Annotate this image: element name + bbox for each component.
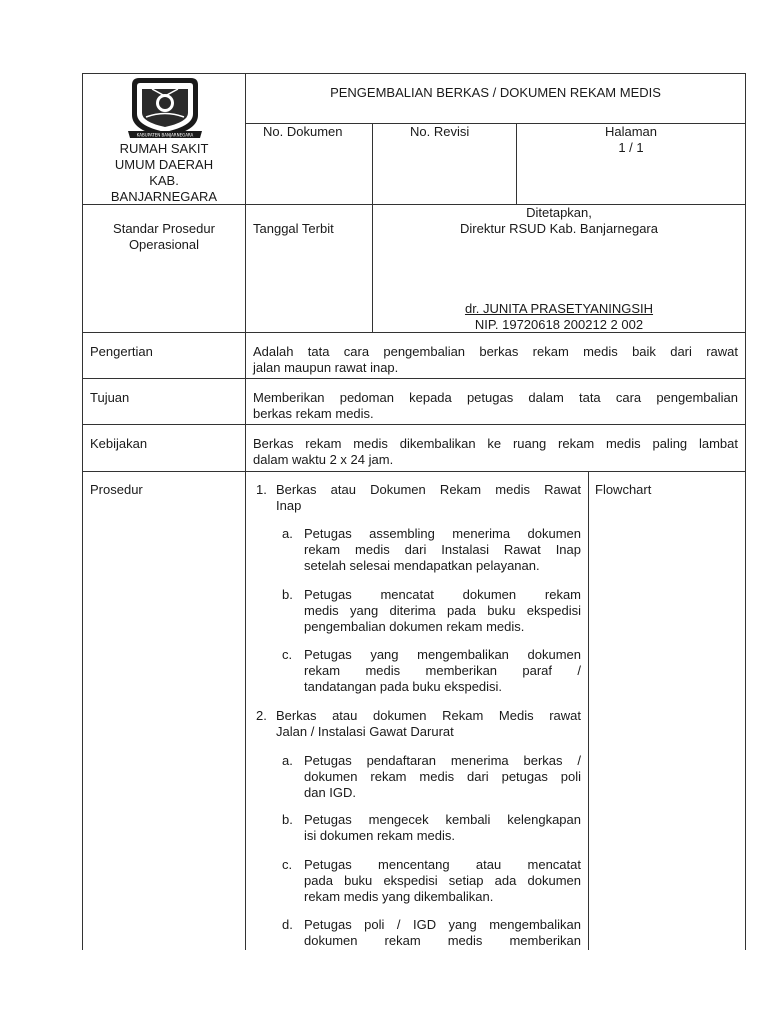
sub-step-line: Petugas pendaftaran menerima berkas /: [304, 753, 581, 768]
document-title: PENGEMBALIAN BERKAS / DOKUMEN REKAM MEDIS: [330, 85, 661, 100]
table-divider: [82, 424, 745, 425]
kebijakan-text-line: Berkas rekam medis dikembalikan ke ruang rekam medis paling lambat: [253, 436, 738, 451]
flowchart-label: Flowchart: [595, 482, 652, 497]
sub-step-line: tandatangan pada buku ekspedisi.: [304, 679, 503, 694]
logo-ribbon-text: KABUPATEN BANJARNEGARA: [136, 132, 194, 138]
kebijakan-text-line: dalam waktu 2 x 24 jam.: [253, 452, 394, 467]
signer-nip: NIP. 19720618 200212 2 002: [474, 317, 644, 332]
tujuan-label: Tujuan: [90, 390, 130, 405]
table-divider: [82, 378, 745, 379]
sop-label-line: Standar Prosedur: [113, 221, 215, 236]
sub-step-line: Petugas assembling menerima dokumen: [304, 526, 581, 541]
direktur-title: Direktur RSUD Kab. Banjarnegara: [460, 221, 658, 236]
hospital-logo-emblem: [126, 75, 204, 141]
table-border-top: [82, 73, 745, 74]
sub-step-line: setelah selesai mendapatkan pelayanan.: [304, 558, 540, 573]
table-border-right: [745, 73, 746, 950]
procedure-number: 2.: [256, 708, 267, 723]
procedure-item-line: Jalan / Instalasi Gawat Darurat: [276, 724, 454, 739]
sub-step-line: dokumen rekam medis memberikan: [304, 933, 581, 948]
sub-step-line: pengembalian dokumen rekam medis.: [304, 619, 525, 634]
sub-step-letter: c.: [282, 647, 293, 662]
tujuan-text-line: Memberikan pedoman kepada petugas dalam tata cara pengembalian: [253, 390, 738, 405]
signer-name: dr. JUNITA PRASETYANINGSIH: [464, 301, 654, 316]
hospital-name-line: RUMAH SAKIT: [119, 141, 209, 156]
procedure-item-line: Inap: [276, 498, 302, 513]
procedure-number: 1.: [256, 482, 267, 497]
sub-step-line: dan IGD.: [304, 785, 357, 800]
hospital-name-line: BANJARNEGARA: [110, 189, 218, 204]
kebijakan-label: Kebijakan: [90, 436, 148, 451]
sub-step-line: medis yang diterima pada buku ekspedisi: [304, 603, 581, 618]
sub-step-line: Petugas poli / IGD yang mengembalikan: [304, 917, 581, 932]
tanggal-terbit-label: Tanggal Terbit: [253, 221, 334, 236]
sub-step-letter: b.: [282, 587, 293, 602]
ditetapkan-text: Ditetapkan,: [526, 205, 592, 220]
sub-step-letter: b.: [282, 812, 293, 827]
prosedur-label: Prosedur: [90, 482, 143, 497]
table-column-divider: [588, 471, 589, 950]
halaman-value: 1 / 1: [618, 140, 644, 155]
hospital-name-line: KAB.: [149, 173, 179, 188]
sub-step-line: rekam medis memberikan paraf /: [304, 663, 581, 678]
sub-step-letter: a.: [282, 526, 293, 541]
procedure-item-line: Berkas atau dokumen Rekam Medis rawat: [276, 708, 581, 723]
sub-step-line: dokumen rekam medis dari petugas poli: [304, 769, 581, 784]
sub-step-line: isi dokumen rekam medis.: [304, 828, 455, 843]
sub-step-letter: a.: [282, 753, 293, 768]
no-dokumen-label: No. Dokumen: [263, 124, 343, 139]
sub-step-line: Petugas mencatat dokumen rekam: [304, 587, 581, 602]
pengertian-text-line: jalan maupun rawat inap.: [253, 360, 399, 375]
sub-step-line: rekam medis dari Instalasi Rawat Inap: [304, 542, 581, 557]
hospital-name-line: UMUM DAERAH: [114, 157, 214, 172]
sub-step-line: rekam medis yang dikembalikan.: [304, 889, 494, 904]
no-revisi-label: No. Revisi: [410, 124, 470, 139]
table-column-divider: [245, 73, 246, 950]
sop-label-line: Operasional: [128, 237, 200, 252]
sub-step-letter: c.: [282, 857, 293, 872]
sub-step-letter: d.: [282, 917, 293, 932]
procedure-item-line: Berkas atau Dokumen Rekam medis Rawat: [276, 482, 581, 497]
table-divider: [82, 471, 745, 472]
sub-step-line: Petugas mencentang atau mencatat: [304, 857, 581, 872]
sub-step-line: Petugas mengecek kembali kelengkapan: [304, 812, 581, 827]
pengertian-text-line: Adalah tata cara pengembalian berkas rekam medis baik dari rawat: [253, 344, 738, 359]
tujuan-text-line: berkas rekam medis.: [253, 406, 374, 421]
pengertian-label: Pengertian: [90, 344, 153, 359]
sub-step-line: pada buku ekspedisi setiap ada dokumen: [304, 873, 581, 888]
sub-step-line: Petugas yang mengembalikan dokumen: [304, 647, 581, 662]
halaman-label: Halaman: [604, 124, 658, 139]
